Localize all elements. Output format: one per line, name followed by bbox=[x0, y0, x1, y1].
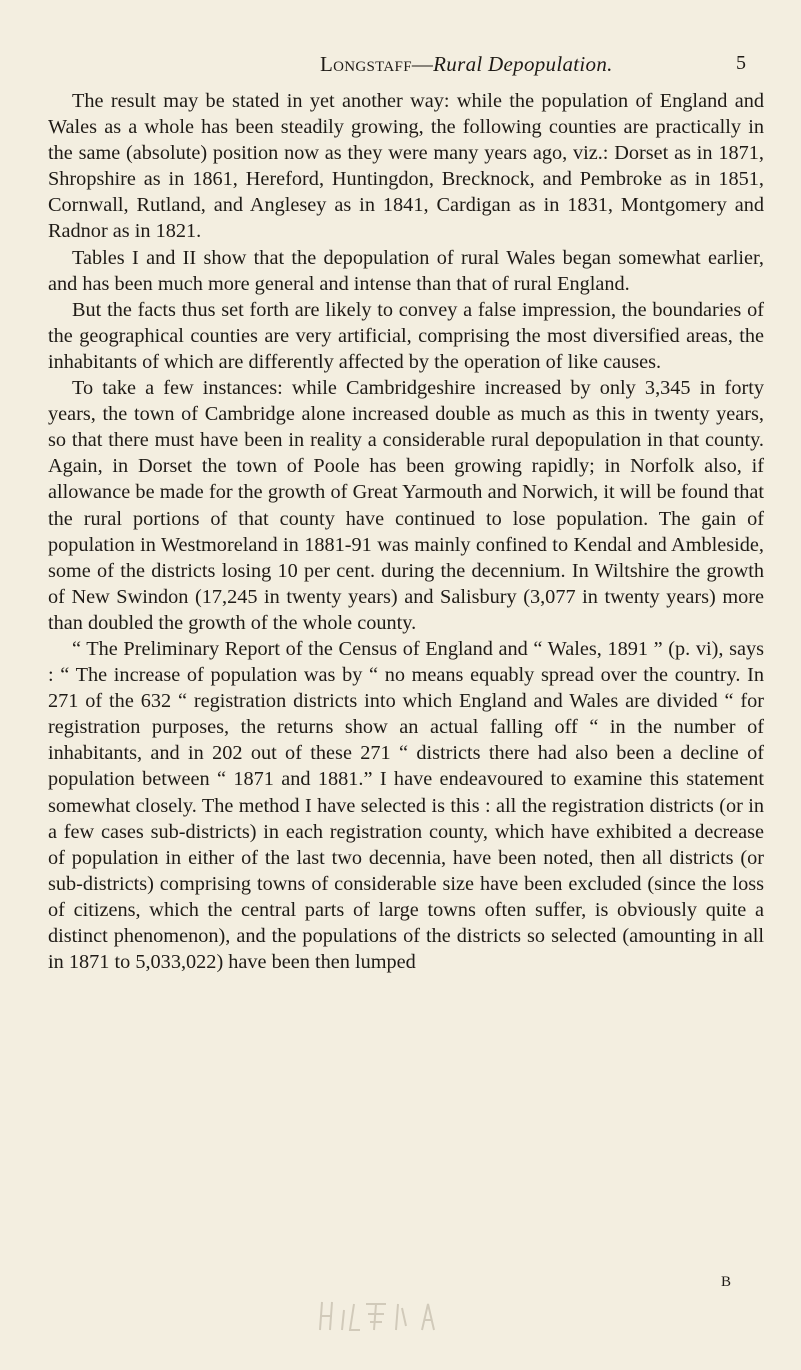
paragraph: But the facts thus set forth are likely to convey a false impression, the boundaries of the geographical counties are very artificial, comprising the most diversified areas, the inhabitants of which are differently affected by the operation of like causes. bbox=[48, 298, 764, 373]
page-number: 5 bbox=[736, 52, 746, 74]
paragraph: The result may be stated in yet another way: while the population of England and Wales as a whole has been steadily growing, the following counties are practically in the same (absolute) position now as they were many years ago, viz.: Dorset as in 1871, Shropshire as in 1861, Hereford, Huntingdon, Brecknock, and Pembroke as in 1851, Cornwall, Rutland, and Anglesey as in 1841, Cardigan as in 1831, Montgomery and Radnor as in 1821. bbox=[48, 90, 764, 243]
running-head bbox=[320, 52, 613, 77]
running-head-title: Rural Depopulation. bbox=[433, 52, 613, 76]
paragraph: Tables I and II show that the depopulation of rural Wales began somewhat earlier, and has been much more general and intense than that of rural England. bbox=[48, 246, 764, 295]
running-head-author: Longstaff bbox=[320, 52, 412, 76]
page-header bbox=[0, 52, 801, 80]
paragraph: To take a few instances: while Cambridgeshire increased by only 3,345 in forty years, the town of Cambridge alone increased double as much as this in twenty years, so that there must have been in reality a considerable rural depopulation in that county. Again, in Dorset the town of Poole has been growing rapidly; in Norfolk also, if allowance be made for the growth of Great Yarmouth and Norwich, it will be found that the rural portions of that county have continued to lose population. The gain of population in Westmoreland in 1881-91 was mainly confined to Kendal and Ambleside, some of the districts losing 10 per cent. during the decennium. In Wiltshire the growth of New Swindon (17,245 in twenty years) and Salisbury (3,077 in twenty years) more than doubled the growth of the whole county. bbox=[48, 377, 764, 634]
paragraph: “ The Preliminary Report of the Census of England and “ Wales, 1891 ” (p. vi), says : “ The increase of population was by “ no means equably spread over the country. In 271 of the 632 “ registration districts into which England and Wales are divided “ for registration purposes, the returns show an actual falling off “ in the number of inhabitants, and in 202 out of these 271 “ districts there had also been a decline of population between “ 1871 and 1881.” I have endeavoured to examine this statement somewhat closely. The method I have selected is this : all the registration districts (or in a few cases sub-districts) in each registration county, which have exhibited a decrease of population in either of the last two decennia, have been noted, then all districts (or sub-districts) comprising towns of considerable size have been excluded (since the loss of citizens, which the central parts of large towns often suffer, is obviously quite a distinct phenomenon), and the populations of the districts so selected (amounting in all in 1871 to 5,033,022) have been then lumped bbox=[48, 637, 764, 974]
library-stamp bbox=[310, 1296, 450, 1336]
signature-mark: B bbox=[720, 1274, 731, 1290]
running-head-separator: — bbox=[411, 52, 434, 76]
body-text bbox=[48, 88, 764, 975]
